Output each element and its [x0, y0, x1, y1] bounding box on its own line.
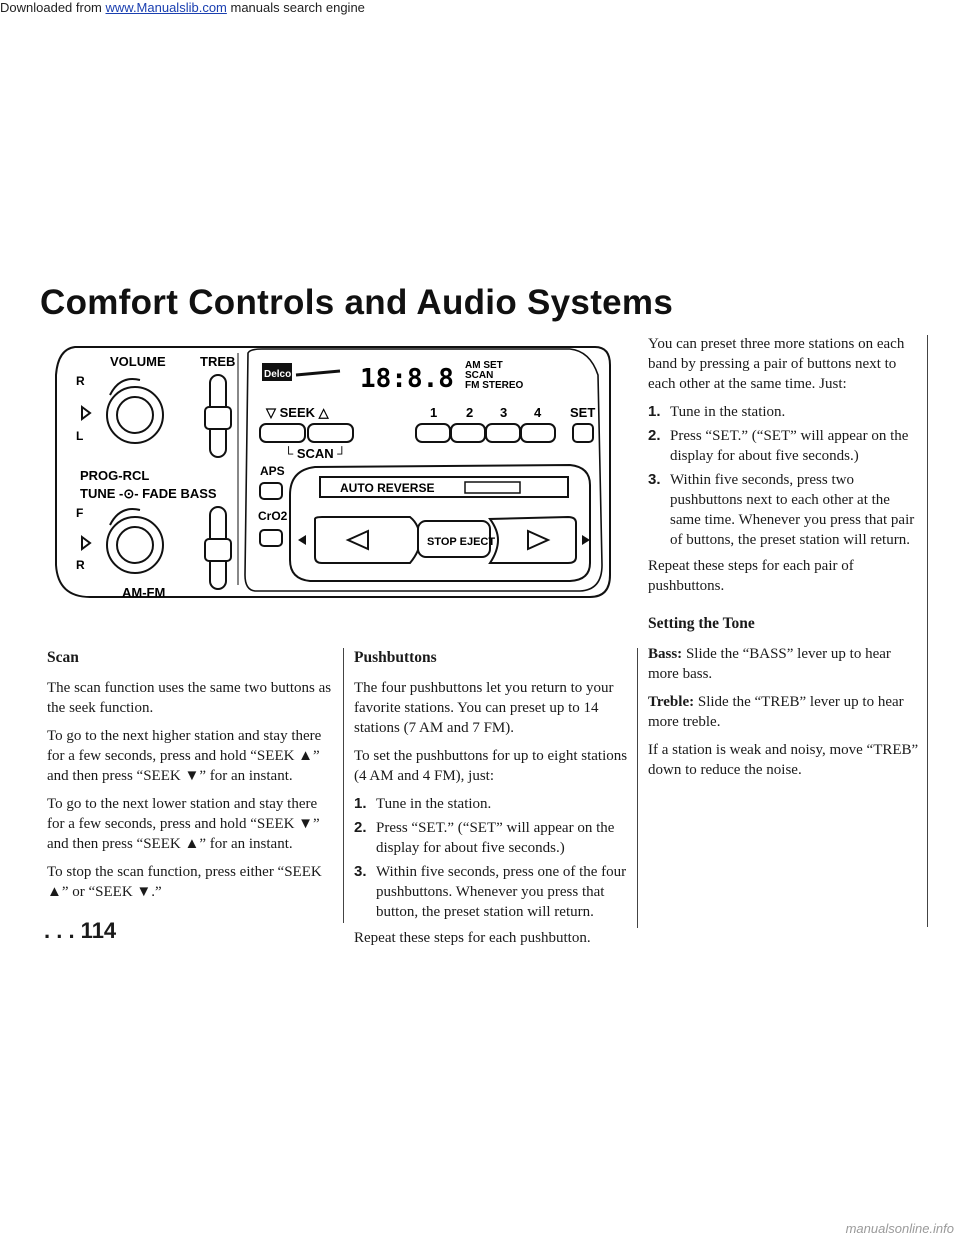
- tone-paragraph: If a station is weak and noisy, move “TREB” down to reduce the noise.: [648, 742, 919, 778]
- set-button[interactable]: [573, 424, 593, 442]
- scan-paragraph: The scan function uses the same two buttons as the seek function.: [47, 680, 332, 716]
- seek-down-button[interactable]: [260, 424, 305, 442]
- dolby-badge: [465, 482, 520, 493]
- aps-button[interactable]: [260, 483, 282, 499]
- scan-paragraph: To go to the next lower station and stay there for a few seconds, press and hold “SEEK ▼” and then press “SEEK ▲” for an instant.: [47, 796, 320, 852]
- bass-paragraph: Bass: Slide the “BASS” lever up to hear more bass.: [648, 646, 891, 682]
- header-prefix: Downloaded from: [0, 0, 106, 15]
- preset-1-button[interactable]: [416, 424, 450, 442]
- pushbuttons-steps: [354, 794, 629, 922]
- footer-watermark: manualsonline.info: [845, 1221, 954, 1236]
- scan-bar-label: └ SCAN ┘: [284, 446, 347, 461]
- bass-label: Bass:: [648, 646, 683, 662]
- set-label: SET: [570, 405, 596, 420]
- seek-up-button[interactable]: [308, 424, 353, 442]
- preset-1-label: 1: [430, 405, 438, 420]
- treble-slider[interactable]: [205, 375, 231, 457]
- header-suffix: manuals search engine: [226, 0, 365, 15]
- list-item: 2. Press “SET.” (“SET” will appear on the display for about five seconds.): [354, 819, 615, 856]
- preset-more-paragraph: Repeat these steps for each pair of pushbuttons.: [648, 558, 854, 594]
- preset-2-button[interactable]: [451, 424, 485, 442]
- page-number: . . . 114: [44, 918, 117, 943]
- tone-heading: Setting the Tone: [648, 615, 755, 632]
- tune-knob[interactable]: [82, 509, 163, 573]
- auto-reverse-label: AUTO REVERSE: [340, 481, 435, 495]
- column-divider: [637, 648, 638, 928]
- scan-heading: Scan: [47, 649, 79, 666]
- prog-rcl-label: PROG-RCL: [80, 468, 150, 483]
- balance-r-label: R: [76, 374, 85, 388]
- list-item: 1. Tune in the station.: [354, 795, 492, 812]
- pushbuttons-paragraph: Repeat these steps for each pushbutton.: [354, 930, 591, 946]
- list-item: 2. Press “SET.” (“SET” will appear on the display for about five seconds.): [648, 427, 909, 464]
- preset-more-steps: [648, 402, 923, 550]
- pushbuttons-paragraph: The four pushbuttons let you return to your favorite stations. You can preset up to 14 stations (7 AM and 7 FM).: [354, 680, 614, 736]
- preset-2-label: 2: [466, 405, 474, 420]
- preset-4-label: 4: [534, 405, 542, 420]
- treble-label: Treble:: [648, 694, 695, 710]
- am-fm-label: AM-FM: [122, 585, 166, 600]
- pushbuttons-heading: Pushbuttons: [354, 649, 437, 666]
- cro2-label: CrO2: [258, 509, 288, 523]
- fade-f-label: F: [76, 506, 84, 520]
- stop-eject-label: STOP EJECT: [427, 536, 496, 548]
- display-scan: SCAN: [465, 370, 494, 381]
- cro2-button[interactable]: [260, 530, 282, 546]
- column-divider: [343, 648, 344, 923]
- download-header: [0, 0, 365, 15]
- page-title: Comfort Controls and Audio Systems: [40, 283, 674, 322]
- column-divider: [927, 335, 928, 927]
- scan-paragraph: To go to the next higher station and stay there for a few seconds, press and hold “SEEK ▲” and then press “SEEK ▼” for an instant.: [47, 728, 322, 784]
- aps-label: APS: [260, 464, 285, 478]
- frequency-display: 18:8.8: [360, 364, 454, 394]
- pushbuttons-paragraph: To set the pushbuttons for up to eight stations (4 AM and 4 FM), just:: [354, 748, 628, 784]
- tune-fade-bass-label: TUNE -⊙- FADE BASS: [80, 486, 217, 501]
- treble-paragraph: Treble: Slide the “TREB” lever up to hear more treble.: [648, 694, 904, 730]
- seek-label: ▽ SEEK △: [266, 405, 329, 420]
- bass-slider[interactable]: [205, 507, 231, 589]
- manualslib-link[interactable]: www.Manualslib.com: [105, 0, 227, 15]
- rewind-button[interactable]: [315, 517, 420, 563]
- scan-paragraph: To stop the scan function, press either “SEEK ▲” or “SEEK ▼.”: [47, 864, 322, 900]
- rewind-arrow-icon: [298, 535, 306, 545]
- display-am-set: AM SET: [465, 360, 503, 371]
- list-item: 1. Tune in the station.: [648, 403, 786, 420]
- preset-more-section: [648, 334, 923, 788]
- forward-arrow-icon: [582, 535, 590, 545]
- volume-label: VOLUME: [110, 354, 166, 369]
- svg-text:Delco: Delco: [264, 369, 292, 380]
- preset-3-button[interactable]: [486, 424, 520, 442]
- balance-l-label: L: [76, 429, 84, 443]
- pushbuttons-section: [354, 648, 629, 956]
- scan-section: [47, 648, 337, 910]
- volume-knob[interactable]: [82, 379, 163, 443]
- treb-label: TREB: [200, 354, 236, 369]
- list-item: 3. Within five seconds, press one of the four pushbuttons. Whenever you press that button, the preset station will return.: [354, 863, 627, 920]
- fast-forward-button[interactable]: [490, 517, 576, 563]
- preset-3-label: 3: [500, 405, 508, 420]
- radio-illustration: [50, 335, 615, 607]
- display-fm-stereo: FM STEREO: [465, 380, 524, 391]
- preset-more-paragraph: You can preset three more stations on each band by pressing a pair of buttons next to each other at the same time. Just:: [648, 336, 905, 392]
- list-item: 3. Within five seconds, press two pushbuttons next to each other at the same time. Whenever you press that pair of buttons, the preset station will return.: [648, 471, 915, 548]
- delco-logo: [262, 363, 340, 381]
- preset-4-button[interactable]: [521, 424, 555, 442]
- fade-r-label: R: [76, 558, 85, 572]
